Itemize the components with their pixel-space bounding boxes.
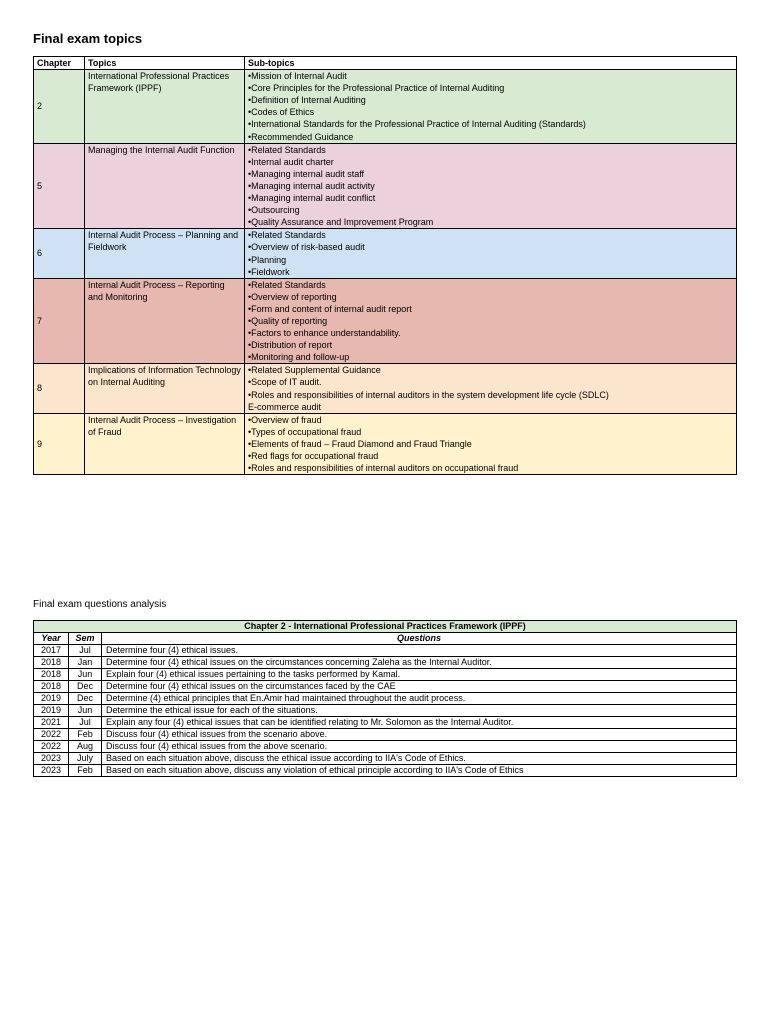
subtopics-cell: [245, 413, 737, 474]
topic-cell: Implications of Information Technology on Internal Auditing: [85, 364, 245, 413]
topic-row: [34, 229, 737, 278]
question-row: [34, 645, 737, 657]
subtopic-item: •Red flags for occupational fraud: [248, 451, 379, 461]
topic-row: [34, 413, 737, 474]
question-cell: Determine four (4) ethical issues.: [102, 645, 737, 657]
subtopic-item: •Quality of reporting: [248, 315, 328, 326]
topic-cell: International Professional Practices Framework (IPPF): [85, 70, 245, 144]
sem-cell: Jun: [69, 669, 102, 681]
sem-cell: Jan: [69, 657, 102, 669]
question-row: [34, 717, 737, 729]
year-cell: 2019: [34, 705, 69, 717]
subtopics-cell: [245, 70, 737, 144]
subtopic-item: •Elements of fraud – Fraud Diamond and Fraud Triangle: [248, 438, 472, 449]
subtopic-item: •Outsourcing: [248, 205, 300, 216]
chapter-cell: 5: [34, 143, 85, 229]
subtopic-item: •Fieldwork: [248, 266, 290, 277]
sem-cell: Feb: [69, 729, 102, 741]
subtopic-item: •Related Supplemental Guidance: [248, 365, 381, 376]
subtopic-item: •Overview of reporting: [248, 291, 337, 302]
chapter-cell: 2: [34, 70, 85, 144]
subtopic-item: •Overview of fraud: [248, 414, 322, 425]
questions-header-row: [34, 633, 737, 645]
year-cell: 2022: [34, 741, 69, 753]
year-header: Year: [34, 633, 69, 645]
subtopics-cell: [245, 364, 737, 413]
year-cell: 2018: [34, 669, 69, 681]
questions-table: [33, 620, 737, 777]
subtopic-item: •Quality Assurance and Improvement Program: [248, 217, 434, 228]
page-title: Final exam topics: [33, 31, 143, 46]
questions-table-title: Chapter 2 - International Professional Practices Framework (IPPF): [34, 621, 737, 633]
topic-row: [34, 364, 737, 413]
question-row: [34, 681, 737, 693]
subtopic-item: •Related Standards: [248, 144, 326, 155]
subtopic-item: E-commerce audit: [248, 401, 322, 412]
subtopic-item: •Managing internal audit activity: [248, 180, 375, 191]
year-cell: 2018: [34, 681, 69, 693]
question-row: [34, 765, 737, 777]
question-cell: Based on each situation above, discuss any violation of ethical principle according to IIA's Code of Ethics: [102, 765, 737, 777]
subtopic-item: •Codes of Ethics: [248, 107, 315, 118]
subtopic-item: •Roles and responsibilities of internal auditors in the system development life cycle (SDLC): [248, 389, 609, 400]
subtopic-item: •Types of occupational fraud: [248, 426, 362, 437]
subtopic-item: •Roles and responsibilities of internal auditors on occupational fraud: [248, 463, 519, 474]
question-cell: Determine four (4) ethical issues on the circumstances concerning Zaleha as the Internal Auditor.: [102, 657, 737, 669]
topic-row: [34, 143, 737, 229]
question-row: [34, 729, 737, 741]
topic-cell: Internal Audit Process – Investigation of Fraud: [85, 413, 245, 474]
topic-row: [34, 70, 737, 144]
sem-cell: Jun: [69, 705, 102, 717]
topics-header-row: [34, 57, 737, 70]
subtopic-item: •Related Standards: [248, 279, 326, 290]
subtopic-item: •International Standards for the Professional Practice of Internal Auditing (Standards): [248, 119, 586, 130]
question-cell: Explain four (4) ethical issues pertaining to the tasks performed by Kamal.: [102, 669, 737, 681]
question-row: [34, 693, 737, 705]
chapter-cell: 6: [34, 229, 85, 278]
subtopic-item: •Planning: [248, 254, 287, 265]
topic-cell: Managing the Internal Audit Function: [85, 143, 245, 229]
topic-cell: Internal Audit Process – Planning and Fieldwork: [85, 229, 245, 278]
subtopic-item: •Core Principles for the Professional Practice of Internal Auditing: [248, 83, 505, 94]
question-row: [34, 741, 737, 753]
subtopics-header: Sub-topics: [245, 57, 737, 70]
year-cell: 2017: [34, 645, 69, 657]
questions-body: [34, 645, 737, 777]
question-cell: Based on each situation above, discuss the ethical issue according to IIA's Code of Ethics.: [102, 753, 737, 765]
subtopic-item: •Recommended Guidance: [248, 131, 354, 142]
chapter-cell: 8: [34, 364, 85, 413]
sem-header: Sem: [69, 633, 102, 645]
chapter-cell: 9: [34, 413, 85, 474]
question-cell: Explain any four (4) ethical issues that can be identified relating to Mr. Solomon as the Internal Auditor.: [102, 717, 737, 729]
subtopics-cell: [245, 278, 737, 364]
subtopic-item: •Form and content of internal audit report: [248, 303, 412, 314]
question-cell: Determine the ethical issue for each of the situations.: [102, 705, 737, 717]
topics-header: Topics: [85, 57, 245, 70]
chapter-header: Chapter: [34, 57, 85, 70]
subtopic-item: •Overview of risk-based audit: [248, 242, 365, 253]
subtopic-item: •Monitoring and follow-up: [248, 352, 350, 363]
question-row: [34, 753, 737, 765]
year-cell: 2021: [34, 717, 69, 729]
question-row: [34, 669, 737, 681]
question-row: [34, 705, 737, 717]
subtopic-item: •Factors to enhance understandability.: [248, 328, 401, 339]
year-cell: 2019: [34, 693, 69, 705]
subtopic-item: •Definition of Internal Auditing: [248, 95, 366, 106]
chapter-cell: 7: [34, 278, 85, 364]
sem-cell: Jul: [69, 717, 102, 729]
subtopic-item: •Managing internal audit staff: [248, 168, 365, 179]
question-cell: Determine four (4) ethical issues on the circumstances faced by the CAE: [102, 681, 737, 693]
analysis-label: Final exam questions analysis: [33, 599, 167, 610]
sem-cell: Aug: [69, 741, 102, 753]
year-cell: 2022: [34, 729, 69, 741]
year-cell: 2018: [34, 657, 69, 669]
subtopic-item: •Internal audit charter: [248, 156, 334, 167]
sem-cell: Jul: [69, 645, 102, 657]
subtopic-item: •Scope of IT audit.: [248, 377, 322, 388]
sem-cell: Dec: [69, 693, 102, 705]
sem-cell: Dec: [69, 681, 102, 693]
subtopic-item: •Managing internal audit conflict: [248, 193, 376, 204]
subtopics-cell: [245, 143, 737, 229]
topic-cell: Internal Audit Process – Reporting and Monitoring: [85, 278, 245, 364]
year-cell: 2023: [34, 753, 69, 765]
subtopic-item: •Mission of Internal Audit: [248, 71, 347, 82]
year-cell: 2023: [34, 765, 69, 777]
subtopics-cell: [245, 229, 737, 278]
topic-row: [34, 278, 737, 364]
subtopic-item: •Distribution of report: [248, 340, 333, 351]
topics-table: [33, 56, 737, 475]
subtopic-item: •Related Standards: [248, 230, 326, 241]
question-cell: Discuss four (4) ethical issues from the above scenario.: [102, 741, 737, 753]
sem-cell: July: [69, 753, 102, 765]
questions-header: Questions: [102, 633, 737, 645]
question-cell: Determine (4) ethical principles that En.Amir had maintained throughout the audit process.: [102, 693, 737, 705]
topics-body: [34, 70, 737, 475]
question-row: [34, 657, 737, 669]
question-cell: Discuss four (4) ethical issues from the scenario above.: [102, 729, 737, 741]
sem-cell: Feb: [69, 765, 102, 777]
questions-title-row: [34, 621, 737, 633]
